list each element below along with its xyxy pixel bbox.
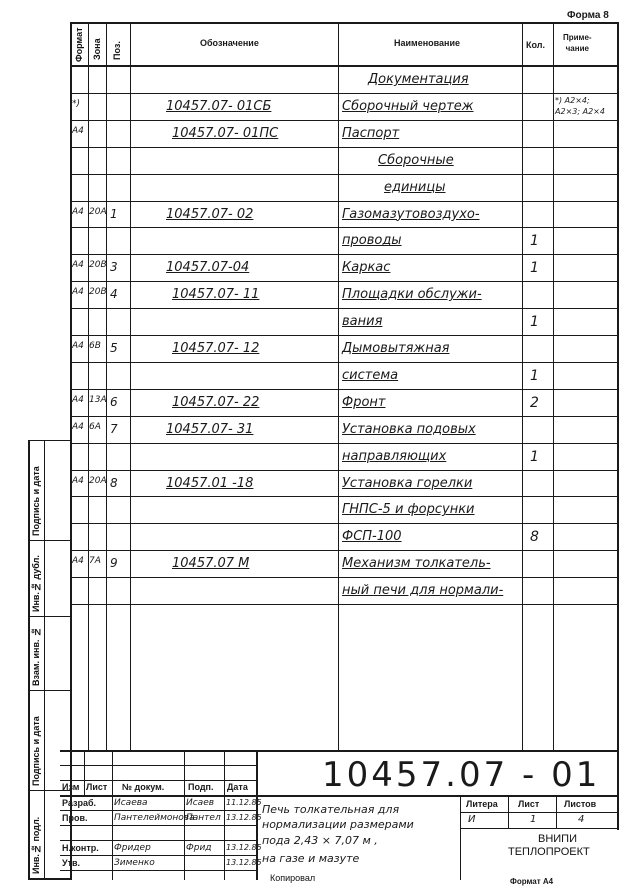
row-pos: 1 bbox=[110, 206, 118, 221]
doc-title-line-1: Печь толкательная для bbox=[262, 803, 400, 816]
row-name: Площадки обслужи- bbox=[342, 287, 482, 303]
row-zone: 20В bbox=[89, 260, 107, 271]
row-name: ГНПС-5 и форсунки bbox=[342, 502, 475, 518]
row-designation: 10457.07- 12 bbox=[172, 341, 260, 356]
doc-number: 10457.07 - 01 bbox=[322, 755, 601, 795]
tb-org-line-2: ТЕПЛОПРОЕКТ bbox=[508, 846, 590, 858]
row-zone: 6В bbox=[89, 341, 101, 351]
row-name: Фронт bbox=[342, 394, 386, 410]
row-format: А4 bbox=[72, 125, 84, 136]
header-zone: Зона bbox=[92, 38, 102, 60]
row-designation: 10457.07- 01ПС bbox=[172, 125, 279, 141]
row-format: А4 bbox=[72, 206, 84, 217]
tb-litera-label: Литера bbox=[466, 799, 498, 809]
tb-sign: Пантел bbox=[186, 813, 221, 823]
row-name: Механизм толкатель- bbox=[342, 556, 491, 572]
row-pos: 3 bbox=[110, 260, 118, 275]
tb-sign: Исаев bbox=[186, 798, 215, 808]
row-designation: 10457.07- 22 bbox=[172, 394, 260, 410]
row-pos: 7 bbox=[110, 421, 118, 436]
row-pos: 8 bbox=[110, 475, 118, 490]
row-qty: 1 bbox=[530, 233, 539, 250]
doc-title-line-4: на газе и мазуте bbox=[262, 852, 360, 865]
tb-date: 11.12.85 bbox=[226, 798, 262, 807]
header-note: Приме- чание bbox=[563, 33, 592, 53]
row-name: Установка горелки bbox=[342, 475, 473, 491]
row-zone: 20В bbox=[89, 287, 107, 298]
tb-date: 13.12.85 bbox=[226, 843, 262, 852]
row-zone: 7А bbox=[89, 556, 101, 567]
side-label-inv-podl: Инв.№ подл. bbox=[31, 816, 41, 874]
row-name: ный печи для нормали- bbox=[342, 583, 504, 599]
row-format: *) bbox=[72, 98, 81, 109]
kopiroval-label: Копировал bbox=[270, 873, 316, 883]
tb-col-data: Дата bbox=[227, 782, 248, 792]
row-format: А4 bbox=[72, 556, 84, 567]
row-name: Сборочный чертеж bbox=[342, 98, 474, 114]
row-format: А4 bbox=[72, 260, 84, 271]
doc-title-line-2: нормализации размерами bbox=[262, 818, 414, 831]
tb-date: 13.12.85 bbox=[226, 813, 262, 822]
row-name: единицы bbox=[384, 179, 446, 195]
row-format: А4 bbox=[72, 394, 84, 405]
tb-listov-label: Листов bbox=[564, 799, 597, 809]
row-designation: 10457.07- 01СБ bbox=[166, 98, 272, 114]
row-name: Паспорт bbox=[342, 125, 400, 141]
row-pos: 4 bbox=[110, 287, 118, 302]
form-label-bottom: Формат А4 bbox=[510, 877, 554, 886]
row-qty: 1 bbox=[530, 448, 539, 465]
row-zone: 20А bbox=[89, 475, 107, 486]
tb-org-line-1: ВНИПИ bbox=[538, 833, 577, 845]
tb-name: Пантелеймонова bbox=[114, 813, 195, 823]
row-pos: 6 bbox=[110, 394, 118, 409]
tb-role: Утв. bbox=[62, 858, 81, 868]
header-pos: Поз. bbox=[112, 41, 122, 60]
row-designation: 10457.01 -18 bbox=[166, 475, 254, 491]
tb-col-list: Лист bbox=[86, 782, 108, 792]
row-name: Дымовытяжная bbox=[342, 341, 450, 356]
tb-listov-value: 4 bbox=[578, 814, 585, 825]
tb-role: Пров. bbox=[62, 813, 88, 823]
tb-sign: Фрид bbox=[186, 843, 212, 853]
row-format: А4 bbox=[72, 421, 84, 432]
row-name: Сборочные bbox=[378, 152, 454, 168]
tb-col-dokum: № докум. bbox=[122, 782, 165, 792]
side-label-podp-data-2: Подпись и дата bbox=[31, 466, 41, 536]
tb-col-podp: Подп. bbox=[188, 782, 214, 792]
row-format: А4 bbox=[72, 287, 84, 298]
tb-list-value: 1 bbox=[530, 814, 537, 825]
tb-role: Разраб. bbox=[62, 798, 97, 808]
row-qty: 2 bbox=[530, 394, 539, 411]
row-qty: 1 bbox=[530, 260, 539, 277]
row-name: Документация bbox=[368, 72, 469, 87]
row-qty: 1 bbox=[530, 314, 539, 331]
row-pos: 5 bbox=[110, 341, 118, 355]
row-name: Каркас bbox=[342, 260, 391, 276]
form-label-top: Форма 8 bbox=[567, 10, 609, 21]
row-format: А4 bbox=[72, 475, 84, 486]
row-name: система bbox=[342, 367, 399, 383]
tb-name: Исаева bbox=[114, 798, 148, 808]
row-note: *) А2×4; А2×3; А2×4 bbox=[555, 95, 605, 116]
header-format: Формат bbox=[74, 27, 84, 62]
row-designation: 10457.07- 02 bbox=[166, 206, 254, 222]
header-qty: Кол. bbox=[526, 40, 545, 50]
side-label-vzam-inv: Взам. инв. № bbox=[31, 626, 41, 686]
row-name: Установка подовых bbox=[342, 421, 476, 437]
row-zone: 6А bbox=[89, 421, 101, 432]
row-designation: 10457.07-04 bbox=[166, 260, 250, 276]
row-qty: 1 bbox=[530, 367, 539, 384]
row-name: Газомазутовоздухо- bbox=[342, 206, 480, 222]
doc-title-line-3: пода 2,43 × 7,07 м , bbox=[262, 834, 378, 847]
tb-name: Фридер bbox=[114, 843, 151, 853]
row-name: проводы bbox=[342, 233, 402, 249]
row-name: ФСП-100 bbox=[342, 529, 402, 545]
tb-litera-value: И bbox=[468, 814, 476, 825]
row-name: вания bbox=[342, 314, 383, 330]
row-designation: 10457.07- 11 bbox=[172, 287, 260, 303]
tb-date: 13.12.85 bbox=[226, 858, 262, 867]
row-zone: 13А bbox=[89, 394, 107, 405]
tb-name: Зименко bbox=[114, 858, 155, 868]
row-designation: 10457.07- 31 bbox=[166, 421, 254, 437]
tb-list-label: Лист bbox=[518, 799, 540, 809]
row-designation: 10457.07 М bbox=[172, 556, 250, 572]
tb-role: Н.контр. bbox=[62, 843, 99, 853]
side-label-podp-data-1: Подпись и дата bbox=[31, 716, 41, 786]
header-name: Наименование bbox=[394, 38, 461, 48]
row-pos: 9 bbox=[110, 556, 118, 571]
side-label-inv-dubl: Инв.№ дубл. bbox=[31, 555, 41, 612]
row-name: направляющих bbox=[342, 448, 447, 464]
row-format: А4 bbox=[72, 341, 84, 351]
header-designation: Обозначение bbox=[200, 38, 259, 48]
row-qty: 8 bbox=[530, 529, 539, 546]
row-zone: 20А bbox=[89, 206, 107, 217]
tb-col-izm: Изм bbox=[62, 782, 80, 792]
